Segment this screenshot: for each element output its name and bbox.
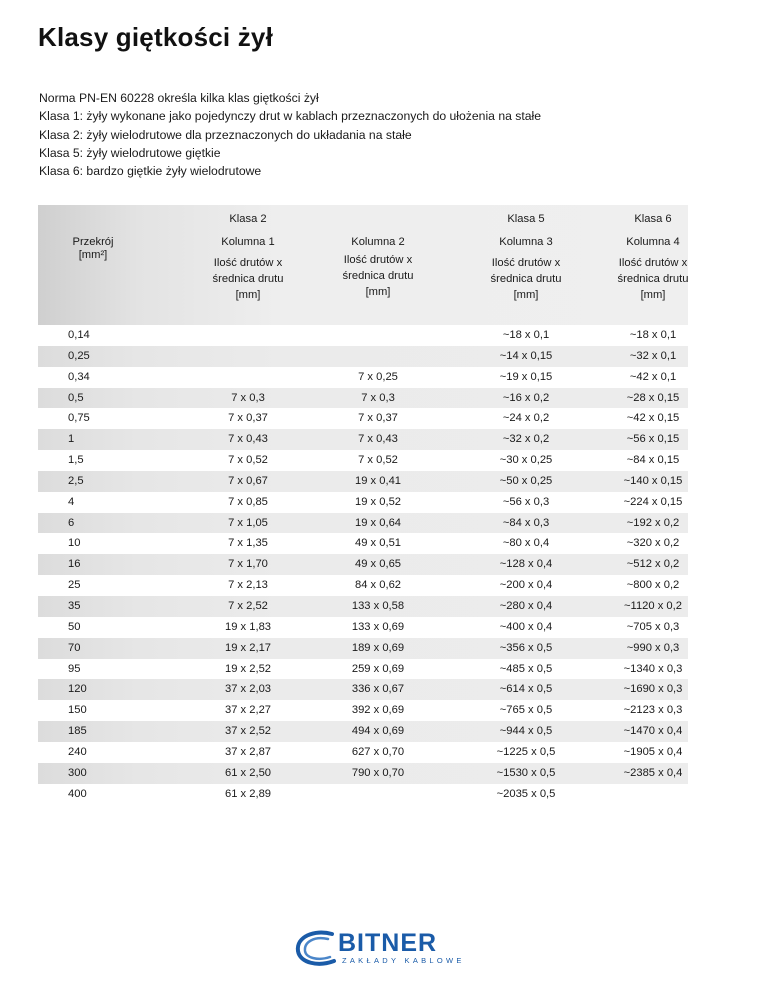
cell-przekroj: 0,5 [68,391,84,404]
header-kolumna3: Kolumna 3 [499,236,553,248]
cell-kolumna4: ~28 x 0,15 [626,391,680,404]
cell-przekroj: 150 [68,704,87,717]
cell-przekroj: 0,25 [68,349,90,362]
page-title: Klasy giętkości żył [38,22,274,52]
cell-kolumna4: ~320 x 0,2 [626,537,680,550]
cell-kolumna2: 49 x 0,65 [354,558,402,571]
table-row [38,575,688,596]
cell-kolumna4: ~2385 x 0,4 [623,766,683,779]
table-row [38,408,688,429]
cell-kolumna2: 336 x 0,67 [351,683,405,696]
table-row [38,533,688,554]
cell-kolumna1: 7 x 1,05 [228,516,268,529]
table-body [38,325,688,804]
cell-kolumna3: ~280 x 0,4 [499,599,553,612]
cell-kolumna3: ~50 x 0,25 [499,474,553,487]
flexibility-table [38,205,688,804]
cell-kolumna1: 61 x 2,89 [224,787,272,800]
header-desc-col2 [318,252,438,300]
header-desc-col3 [466,255,586,303]
cell-kolumna3: ~1530 x 0,5 [496,766,556,779]
cell-kolumna2: 189 x 0,69 [351,641,405,654]
cell-kolumna1: 37 x 2,87 [224,745,272,758]
cell-kolumna3: ~614 x 0,5 [499,683,553,696]
table-row [38,721,688,742]
logo-name: BITNER [338,929,438,957]
cell-kolumna1: 7 x 0,52 [228,454,268,467]
cell-przekroj: 300 [68,766,87,779]
cell-kolumna3: ~32 x 0,2 [502,433,550,446]
cell-przekroj: 400 [68,787,87,800]
header-przekroj [38,234,148,263]
desc-line: [mm] [365,286,391,298]
cell-kolumna2: 49 x 0,51 [354,537,402,550]
cell-kolumna4: ~84 x 0,15 [626,454,680,467]
cell-kolumna2: 259 x 0,69 [351,662,405,675]
cell-przekroj: 1 [68,433,75,446]
cell-kolumna4: ~512 x 0,2 [626,558,680,571]
cell-kolumna4: ~705 x 0,3 [626,620,680,633]
desc-line: Ilość drutów x [618,257,688,269]
cell-kolumna2: 7 x 0,52 [358,454,398,467]
table-row [38,388,688,409]
table-row [38,596,688,617]
desc-line: Ilość drutów x [491,257,561,269]
header-kolumna2: Kolumna 2 [351,236,405,248]
bitner-logo [292,925,472,975]
cell-kolumna4: ~42 x 0,1 [629,370,677,383]
cell-kolumna3: ~765 x 0,5 [499,704,553,717]
header-klasa5: Klasa 5 [507,213,545,225]
desc-line: średnica drutu [212,273,284,285]
table-row [38,659,688,680]
cell-kolumna4: ~1340 x 0,3 [623,662,683,675]
przekroj-label: Przekrój [72,236,114,248]
cell-przekroj: 16 [68,558,81,571]
cell-kolumna2: 19 x 0,41 [354,474,402,487]
cell-przekroj: 0,75 [68,412,90,425]
table-row [38,471,688,492]
cell-kolumna3: ~485 x 0,5 [499,662,553,675]
table-row [38,554,688,575]
cell-kolumna1: 37 x 2,03 [224,683,272,696]
cell-kolumna4: ~1905 x 0,4 [623,745,683,758]
cell-kolumna1: 7 x 0,43 [228,433,268,446]
cell-kolumna4: ~140 x 0,15 [623,474,683,487]
cell-kolumna3: ~356 x 0,5 [499,641,553,654]
cell-kolumna2: 7 x 0,37 [358,412,398,425]
cell-kolumna1: 7 x 2,13 [228,579,268,592]
cell-kolumna2: 627 x 0,70 [351,745,405,758]
cell-przekroj: 6 [68,516,75,529]
desc-line: [mm] [640,289,666,301]
cell-kolumna1: 7 x 1,35 [228,537,268,550]
cell-kolumna3: ~18 x 0,1 [502,329,550,341]
intro-line: Norma PN-EN 60228 określa kilka klas giętkości żył [39,91,319,105]
table-row [38,700,688,721]
cell-przekroj: 10 [68,537,81,550]
cell-kolumna1: 19 x 2,52 [224,662,272,675]
table-row [38,617,688,638]
cell-kolumna2: 133 x 0,69 [351,620,405,633]
table-row [38,346,688,367]
cell-kolumna2: 494 x 0,69 [351,725,405,738]
desc-line: [mm] [513,289,539,301]
cell-kolumna4: ~18 x 0,1 [629,329,677,341]
logo-subtitle: ZAKŁADY KABLOWE [342,956,465,965]
header-kolumna4: Kolumna 4 [626,236,680,248]
cell-kolumna4: ~990 x 0,3 [626,641,680,654]
cell-kolumna2: 392 x 0,69 [351,704,405,717]
cell-kolumna2: 790 x 0,70 [351,766,405,779]
cell-przekroj: 25 [68,579,81,592]
cell-kolumna1: 37 x 2,27 [224,704,272,717]
table-row [38,450,688,471]
desc-line: średnica drutu [490,273,562,285]
table-row [38,679,688,700]
header-klasa2: Klasa 2 [229,213,267,225]
table-row [38,763,688,784]
cell-kolumna1: 7 x 2,52 [228,599,268,612]
cell-kolumna3: ~1225 x 0,5 [496,745,556,758]
cell-kolumna3: ~2035 x 0,5 [496,787,556,800]
cell-przekroj: 0,34 [68,370,90,383]
intro-line: Klasa 1: żyły wykonane jako pojedynczy drut w kablach przeznaczonych do ułożenia na stałe [39,109,542,124]
cell-kolumna2: 133 x 0,58 [351,599,405,612]
intro-line: Klasa 6: bardzo giętkie żyły wielodrutowe [39,164,262,179]
desc-line: średnica drutu [617,273,689,285]
table-row [38,742,688,763]
cell-kolumna3: ~56 x 0,3 [502,495,550,508]
przekroj-unit: [mm²] [78,249,108,261]
cell-kolumna3: ~400 x 0,4 [499,620,553,633]
cell-kolumna4: ~42 x 0,15 [626,412,680,425]
cell-kolumna2: 7 x 0,3 [361,391,395,404]
table-row [38,325,688,346]
intro-line: Klasa 5: żyły wielodrutowe giętkie [39,145,221,160]
table-row [38,367,688,388]
cell-kolumna3: ~80 x 0,4 [502,537,550,550]
cell-przekroj: 95 [68,662,81,675]
cell-przekroj: 70 [68,641,81,654]
cell-przekroj: 185 [68,725,87,738]
cell-przekroj: 35 [68,599,81,612]
cell-kolumna1: 19 x 1,83 [224,620,272,633]
cell-kolumna3: ~200 x 0,4 [499,579,553,592]
cell-kolumna4: ~32 x 0,1 [629,349,677,362]
cell-kolumna4: ~56 x 0,15 [626,433,680,446]
cell-kolumna1: 7 x 0,37 [228,412,268,425]
desc-line: Ilość drutów x [213,257,283,269]
intro-line: Klasa 2: żyły wielodrutowe dla przeznaczonych do układania na stałe [39,127,412,142]
cell-kolumna4: ~2123 x 0,3 [623,704,683,717]
header-desc-col1 [188,255,308,303]
cell-kolumna1: 19 x 2,17 [224,641,272,654]
header-desc-col4 [598,255,708,303]
cell-kolumna2: 7 x 0,43 [358,433,398,446]
desc-line: [mm] [235,289,261,301]
cell-kolumna1: 7 x 1,70 [228,558,268,571]
cell-przekroj: 2,5 [68,474,84,487]
table-row [38,429,688,450]
cell-kolumna1: 7 x 0,67 [228,474,268,487]
table-row [38,492,688,513]
cell-kolumna1: 37 x 2,52 [224,725,272,738]
cell-przekroj: 1,5 [68,454,84,467]
cell-przekroj: 0,14 [68,329,90,341]
cell-kolumna3: ~14 x 0,15 [499,349,553,362]
cell-kolumna3: ~30 x 0,25 [499,454,553,467]
desc-line: Ilość drutów x [343,254,413,266]
cell-przekroj: 50 [68,620,81,633]
header-kolumna1: Kolumna 1 [221,236,275,248]
cell-kolumna2: 7 x 0,25 [358,370,398,383]
cell-przekroj: 240 [68,745,87,758]
cell-kolumna2: 19 x 0,64 [354,516,402,529]
table-header [38,205,688,325]
cell-kolumna1: 61 x 2,50 [224,766,272,779]
cell-kolumna3: ~944 x 0,5 [499,725,553,738]
cell-kolumna2: 84 x 0,62 [354,579,402,592]
cell-kolumna3: ~24 x 0,2 [502,412,550,425]
cell-kolumna4: ~1690 x 0,3 [623,683,683,696]
table-row [38,638,688,659]
cell-przekroj: 120 [68,683,87,696]
cell-kolumna4: ~800 x 0,2 [626,579,680,592]
cell-kolumna4: ~192 x 0,2 [626,516,680,529]
cell-kolumna4: ~1120 x 0,2 [624,599,682,612]
cell-kolumna4: ~224 x 0,15 [623,495,683,508]
table-row [38,513,688,534]
cell-kolumna1: 7 x 0,85 [228,495,268,508]
desc-line: średnica drutu [342,270,414,282]
intro-text [39,89,541,180]
cell-kolumna3: ~84 x 0,3 [502,516,550,529]
cell-kolumna3: ~19 x 0,15 [499,370,553,383]
cell-przekroj: 4 [68,495,75,508]
cell-kolumna3: ~16 x 0,2 [502,391,550,404]
table-row [38,784,688,805]
cell-kolumna4: ~1470 x 0,4 [623,725,683,738]
cell-kolumna1: 7 x 0,3 [231,391,265,404]
header-klasa6: Klasa 6 [634,213,672,225]
cell-kolumna3: ~128 x 0,4 [499,558,553,571]
cell-kolumna2: 19 x 0,52 [354,495,402,508]
